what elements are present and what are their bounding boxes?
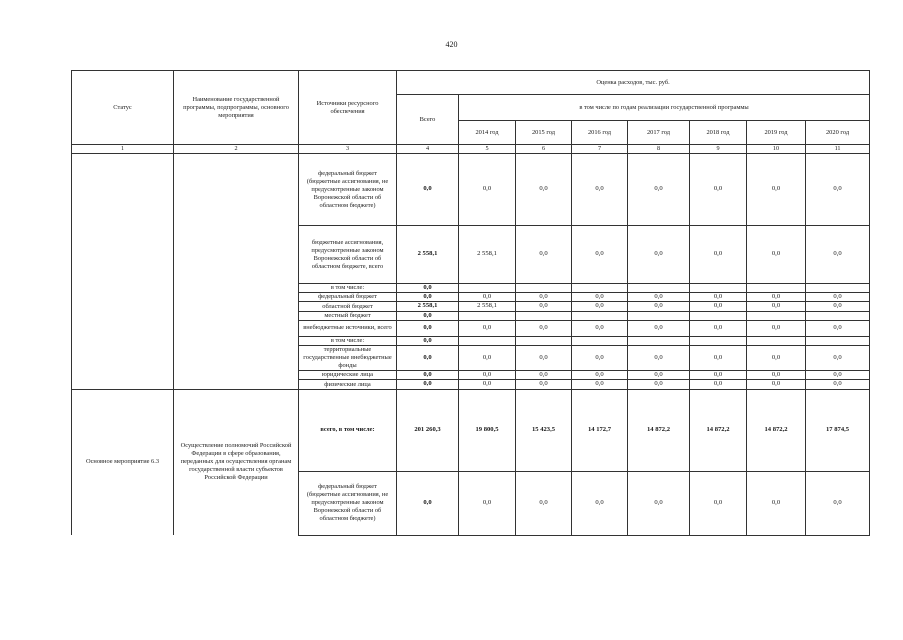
year-value-cell: [459, 311, 516, 320]
year-value-cell: 0,0: [806, 346, 870, 371]
total-cell: 0,0: [397, 311, 459, 320]
year-value-cell: 0,0: [459, 293, 516, 302]
year-value-cell: 0,0: [572, 471, 628, 535]
year-value-cell: 0,0: [628, 320, 690, 336]
total-cell: 201 260,3: [397, 389, 459, 471]
header-year-4: 2017 год: [628, 121, 690, 145]
year-value-cell: 0,0: [806, 302, 870, 311]
year-value-cell: 0,0: [459, 346, 516, 371]
page-number: 420: [445, 40, 458, 49]
year-value-cell: 0,0: [806, 320, 870, 336]
budget-table: [71, 70, 870, 536]
year-value-cell: [806, 284, 870, 293]
column-number: 9: [690, 145, 747, 154]
year-value-cell: 0,0: [628, 371, 690, 380]
year-value-cell: 2 558,1: [459, 226, 516, 284]
table-row: [72, 154, 870, 226]
year-value-cell: 0,0: [747, 371, 806, 380]
year-value-cell: 17 874,5: [806, 389, 870, 471]
year-value-cell: 0,0: [516, 320, 572, 336]
source-cell: федеральный бюджет: [299, 293, 397, 302]
header-year-6: 2019 год: [747, 121, 806, 145]
column-number: 11: [806, 145, 870, 154]
year-value-cell: [690, 336, 747, 345]
year-value-cell: 0,0: [747, 471, 806, 535]
column-number: 8: [628, 145, 690, 154]
year-value-cell: 0,0: [459, 371, 516, 380]
year-value-cell: [459, 336, 516, 345]
year-value-cell: 0,0: [806, 154, 870, 226]
year-value-cell: 0,0: [747, 380, 806, 389]
year-value-cell: 14 872,2: [628, 389, 690, 471]
year-value-cell: [690, 284, 747, 293]
status-cell: [72, 154, 174, 390]
year-value-cell: 0,0: [459, 380, 516, 389]
year-value-cell: 0,0: [516, 302, 572, 311]
year-value-cell: 0,0: [572, 380, 628, 389]
year-value-cell: 0,0: [572, 320, 628, 336]
header-year-5: 2018 год: [690, 121, 747, 145]
year-value-cell: [747, 284, 806, 293]
year-value-cell: 0,0: [806, 293, 870, 302]
year-value-cell: [747, 336, 806, 345]
year-value-cell: 0,0: [806, 471, 870, 535]
year-value-cell: [516, 336, 572, 345]
year-value-cell: 0,0: [690, 226, 747, 284]
year-value-cell: 0,0: [459, 471, 516, 535]
header-status: Статус: [72, 71, 174, 145]
source-cell: всего, в том числе:: [299, 389, 397, 471]
year-value-cell: 0,0: [747, 226, 806, 284]
year-value-cell: [459, 284, 516, 293]
year-value-cell: 0,0: [572, 302, 628, 311]
year-value-cell: 0,0: [572, 154, 628, 226]
year-value-cell: 0,0: [690, 320, 747, 336]
year-value-cell: 0,0: [572, 371, 628, 380]
total-cell: 0,0: [397, 371, 459, 380]
year-value-cell: 0,0: [572, 293, 628, 302]
column-number: 7: [572, 145, 628, 154]
year-value-cell: 0,0: [628, 293, 690, 302]
source-cell: юридические лица: [299, 371, 397, 380]
year-value-cell: 0,0: [747, 154, 806, 226]
column-number: 5: [459, 145, 516, 154]
column-number: 1: [72, 145, 174, 154]
year-value-cell: 0,0: [516, 226, 572, 284]
year-value-cell: 0,0: [628, 302, 690, 311]
source-cell: физические лица: [299, 380, 397, 389]
year-value-cell: 15 423,5: [516, 389, 572, 471]
column-number: 4: [397, 145, 459, 154]
name-cell: [174, 154, 299, 390]
total-cell: 0,0: [397, 320, 459, 336]
year-value-cell: 0,0: [690, 154, 747, 226]
year-value-cell: 0,0: [572, 346, 628, 371]
year-value-cell: 0,0: [516, 293, 572, 302]
header-year-1: 2014 год: [459, 121, 516, 145]
year-value-cell: 0,0: [690, 380, 747, 389]
year-value-cell: 2 558,1: [459, 302, 516, 311]
header-by-years: в том числе по годам реализации государственной программы: [459, 95, 870, 121]
year-value-cell: 0,0: [516, 154, 572, 226]
year-value-cell: 0,0: [459, 320, 516, 336]
year-value-cell: [572, 311, 628, 320]
year-value-cell: 0,0: [806, 226, 870, 284]
year-value-cell: 0,0: [747, 293, 806, 302]
year-value-cell: 0,0: [516, 371, 572, 380]
column-number: 3: [299, 145, 397, 154]
header-estimate: Оценка расходов, тыс. руб.: [397, 71, 870, 95]
source-cell: местный бюджет: [299, 311, 397, 320]
year-value-cell: 0,0: [690, 471, 747, 535]
header-total: Всего: [397, 95, 459, 145]
source-cell: федеральный бюджет (бюджетные ассигнования, не предусмотренные законом Воронежской области об областном бюджете): [299, 471, 397, 535]
year-value-cell: 0,0: [628, 226, 690, 284]
year-value-cell: 0,0: [459, 154, 516, 226]
year-value-cell: [572, 336, 628, 345]
year-value-cell: 0,0: [628, 346, 690, 371]
year-value-cell: [628, 336, 690, 345]
year-value-cell: 0,0: [516, 471, 572, 535]
year-value-cell: 14 872,2: [690, 389, 747, 471]
total-cell: 0,0: [397, 471, 459, 535]
year-value-cell: 0,0: [690, 371, 747, 380]
column-number: 10: [747, 145, 806, 154]
total-cell: 2 558,1: [397, 302, 459, 311]
header-year-2: 2015 год: [516, 121, 572, 145]
total-cell: 0,0: [397, 346, 459, 371]
year-value-cell: [516, 284, 572, 293]
source-cell: областной бюджет: [299, 302, 397, 311]
year-value-cell: 0,0: [572, 226, 628, 284]
year-value-cell: 0,0: [747, 302, 806, 311]
total-cell: 0,0: [397, 284, 459, 293]
year-value-cell: 0,0: [628, 380, 690, 389]
year-value-cell: [628, 311, 690, 320]
year-value-cell: 0,0: [747, 346, 806, 371]
total-cell: 0,0: [397, 293, 459, 302]
source-cell: федеральный бюджет (бюджетные ассигнования, не предусмотренные законом Воронежской области об областном бюджете): [299, 154, 397, 226]
year-value-cell: 0,0: [806, 371, 870, 380]
header-year-3: 2016 год: [572, 121, 628, 145]
year-value-cell: [806, 311, 870, 320]
column-number: 6: [516, 145, 572, 154]
year-value-cell: 0,0: [747, 320, 806, 336]
year-value-cell: 0,0: [690, 302, 747, 311]
year-value-cell: 0,0: [690, 293, 747, 302]
year-value-cell: [747, 311, 806, 320]
year-value-cell: 0,0: [806, 380, 870, 389]
year-value-cell: 0,0: [516, 380, 572, 389]
table-row: [72, 389, 870, 471]
source-cell: внебюджетные источники, всего: [299, 320, 397, 336]
year-value-cell: [628, 284, 690, 293]
column-number: 2: [174, 145, 299, 154]
name-cell: Осуществление полномочий Российской Федерации в сфере образования, переданных для осуществления органам государственной власти субъектов Российской Федерации: [174, 389, 299, 535]
total-cell: 0,0: [397, 380, 459, 389]
total-cell: 2 558,1: [397, 226, 459, 284]
year-value-cell: 0,0: [690, 346, 747, 371]
source-cell: бюджетные ассигнования, предусмотренные законом Воронежской области об областном бюджете, всего: [299, 226, 397, 284]
year-value-cell: 14 172,7: [572, 389, 628, 471]
year-value-cell: 0,0: [628, 154, 690, 226]
source-cell: территориальные государственные внебюджетные фонды: [299, 346, 397, 371]
header-year-7: 2020 год: [806, 121, 870, 145]
year-value-cell: 19 800,5: [459, 389, 516, 471]
year-value-cell: [690, 311, 747, 320]
total-cell: 0,0: [397, 154, 459, 226]
source-cell: в том числе:: [299, 336, 397, 345]
year-value-cell: 0,0: [628, 471, 690, 535]
source-cell: в том числе:: [299, 284, 397, 293]
status-cell: Основное мероприятие 6.3: [72, 389, 174, 535]
year-value-cell: [516, 311, 572, 320]
header-name: Наименование государственной программы, подпрограммы, основного мероприятия: [174, 71, 299, 145]
year-value-cell: [572, 284, 628, 293]
total-cell: 0,0: [397, 336, 459, 345]
header-sources: Источники ресурсного обеспечения: [299, 71, 397, 145]
year-value-cell: [806, 336, 870, 345]
year-value-cell: 0,0: [516, 346, 572, 371]
year-value-cell: 14 872,2: [747, 389, 806, 471]
